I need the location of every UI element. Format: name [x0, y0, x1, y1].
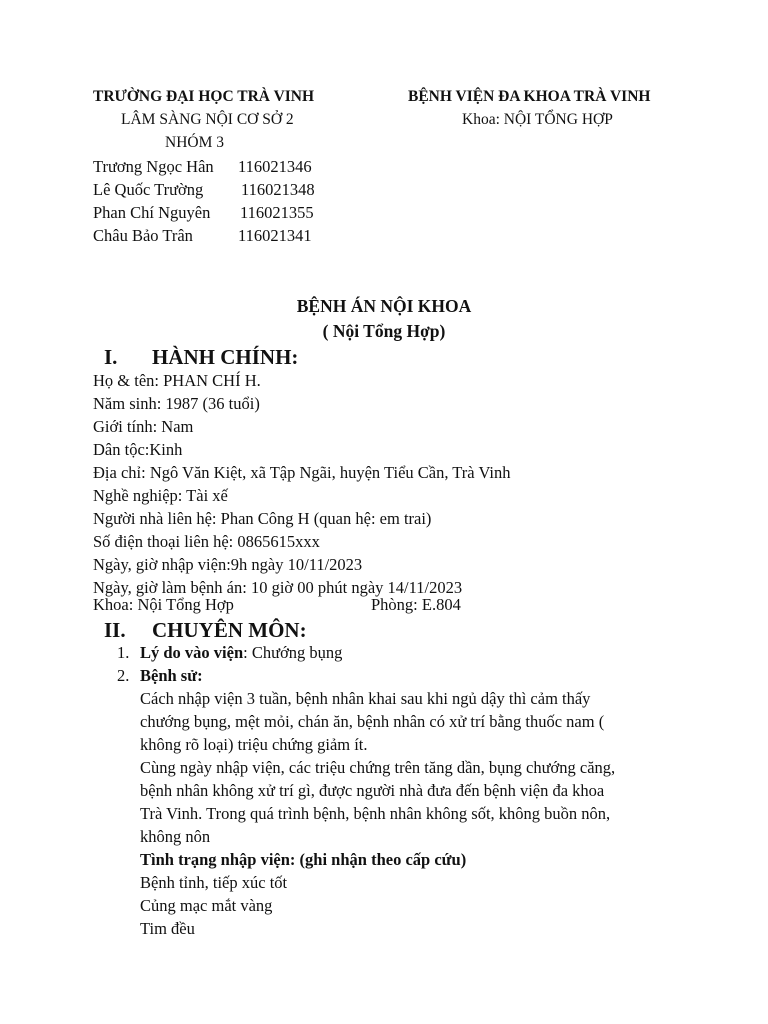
member-id: 116021341 [238, 226, 312, 245]
birth-year: Năm sinh: 1987 (36 tuổi) [93, 394, 260, 413]
member-id: 116021348 [241, 180, 315, 199]
gender: Giới tính: Nam [93, 417, 194, 436]
history-line: bệnh nhân không xử trí gì, được người nhà đưa đến bệnh viện đa khoa [140, 781, 605, 800]
reason-for-admission [140, 643, 342, 663]
section-heading-professional [104, 618, 307, 643]
history-line: không nôn [140, 827, 211, 846]
history-line: Cách nhập viện 3 tuần, bệnh nhân khai sau khi ngủ dậy thì cảm thấy [140, 689, 591, 708]
history-label: Bệnh sử: [140, 666, 203, 685]
school-name: TRƯỜNG ĐẠI HỌC TRÀ VINH [93, 88, 315, 105]
contact-phone: Số điện thoại liên hệ: 0865615xxx [93, 532, 320, 551]
document-subtitle: ( Nội Tổng Hợp) [322, 321, 446, 341]
section-heading-administrative [104, 345, 298, 370]
section-number: I. [104, 345, 118, 369]
history-text [140, 687, 615, 940]
ward: Khoa: Nội Tổng Hợp [93, 595, 234, 614]
member-id: 116021355 [240, 203, 314, 222]
department-name: Khoa: NỘI TỔNG HỢP [462, 111, 613, 128]
course-name: LÂM SÀNG NỘI CƠ SỞ 2 [121, 111, 294, 128]
administrative-info [93, 369, 510, 599]
section-number: II. [104, 618, 126, 642]
admission-time: Ngày, giờ nhập viện:9h ngày 10/11/2023 [93, 555, 363, 574]
admission-status-line: Tim đều [140, 919, 195, 938]
admission-status-heading: Tình trạng nhập viện: (ghi nhận theo cấp cứu) [140, 850, 467, 869]
group-name: NHÓM 3 [165, 134, 224, 151]
history-line: Trà Vinh. Trong quá trình bệnh, bệnh nhân không sốt, không buồn nôn, [140, 804, 611, 823]
history-line: chướng bụng, mệt mỏi, chán ăn, bệnh nhân có xử trí bằng thuốc nam ( [140, 712, 605, 731]
hospital-name: BỆNH VIỆN ĐA KHOA TRÀ VINH [408, 88, 651, 105]
history-line: không rõ loại) triệu chứng giảm ít. [140, 735, 368, 754]
section-title: CHUYÊN MÔN: [152, 618, 307, 642]
member-name: Phan Chí Nguyên [93, 203, 211, 222]
room: Phòng: E.804 [371, 595, 461, 614]
patient-name: Họ & tên: PHAN CHÍ H. [93, 371, 261, 390]
member-name: Trương Ngọc Hân [93, 157, 214, 176]
admission-status-line: Củng mạc mắt vàng [140, 896, 273, 915]
member-name: Châu Bảo Trân [93, 226, 193, 245]
ethnicity: Dân tộc:Kinh [93, 440, 183, 459]
list-number: 1. [117, 643, 130, 662]
address: Địa chỉ: Ngô Văn Kiệt, xã Tập Ngãi, huyện Tiểu Cần, Trà Vinh [93, 463, 511, 482]
member-name: Lê Quốc Trường [93, 180, 204, 199]
document-title: BỆNH ÁN NỘI KHOA [296, 296, 472, 316]
occupation: Nghề nghiệp: Tài xế [93, 486, 228, 505]
admission-status-line: Bệnh tỉnh, tiếp xúc tốt [140, 873, 288, 892]
section-title: HÀNH CHÍNH: [152, 345, 299, 369]
record-time: Ngày, giờ làm bệnh án: 10 giờ 00 phút ngày 14/11/2023 [93, 578, 463, 597]
history-line: Cùng ngày nhập viện, các triệu chứng trên tăng dần, bụng chướng căng, [140, 758, 616, 777]
list-number: 2. [117, 666, 130, 685]
member-id: 116021346 [238, 157, 312, 176]
reason-value: : Chướng bụng [243, 643, 343, 662]
reason-label: Lý do vào viện [140, 643, 244, 662]
relative-contact: Người nhà liên hệ: Phan Công H (quan hệ: em trai) [93, 509, 432, 528]
